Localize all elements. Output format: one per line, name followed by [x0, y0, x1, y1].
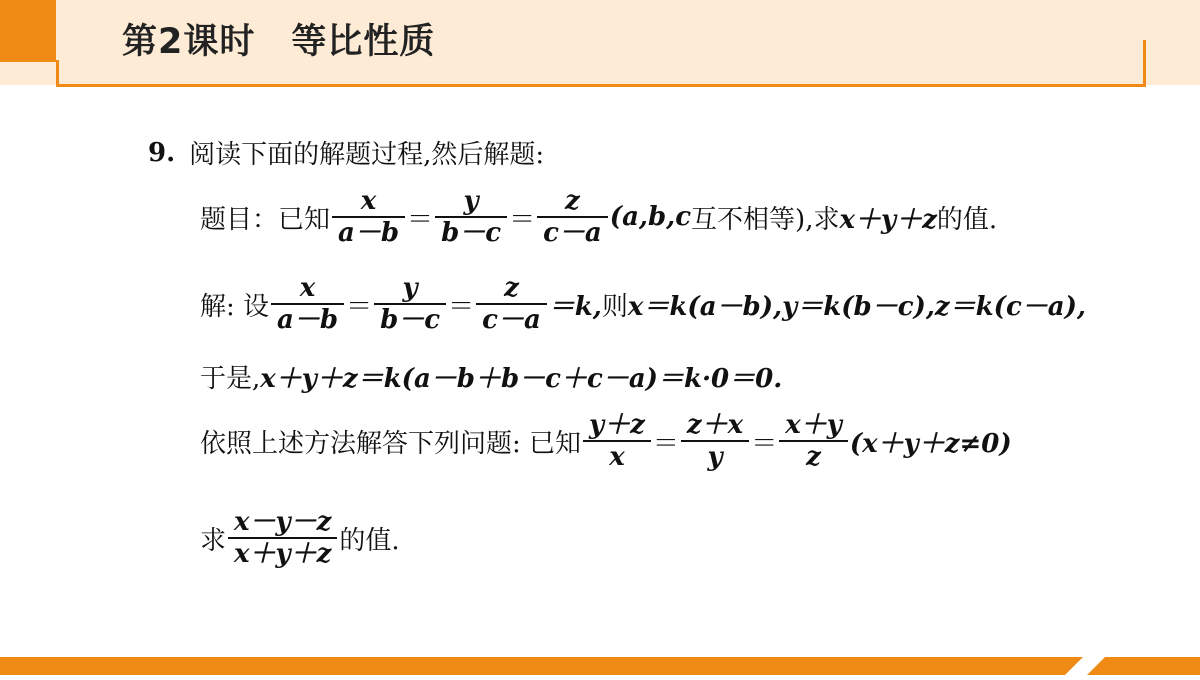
solution-fraction-3 — [476, 273, 547, 335]
given-fraction-3 — [537, 186, 608, 248]
given-fraction-2 — [435, 186, 507, 248]
problem-intro: 阅读下面的解题过程,然后解题: — [189, 140, 545, 170]
fraction-denominator: y — [707, 442, 723, 472]
given-condition-text: 互不相等),求 — [691, 204, 840, 235]
fraction-denominator: a－b — [338, 218, 400, 248]
task-fraction-2 — [681, 410, 749, 472]
ask-label: 求 — [200, 525, 227, 556]
task-fraction-1 — [583, 410, 651, 472]
problem-intro-line — [148, 134, 544, 171]
fraction-denominator: z — [806, 442, 821, 472]
fraction-numerator: z — [565, 186, 580, 216]
solution2-prefix: 于是, — [200, 364, 261, 394]
page-title: 第2课时 等比性质 — [122, 22, 436, 62]
task-fraction-3 — [779, 410, 848, 472]
fraction-numerator: y — [463, 186, 479, 216]
ask-line — [200, 507, 400, 569]
solution-fraction-2 — [374, 273, 446, 335]
ask-end: 的值. — [339, 525, 400, 556]
given-label: 题目：已知 — [200, 204, 331, 235]
given-ask-expr: x＋y＋z — [839, 204, 937, 235]
fraction-numerator: x＋y — [785, 410, 842, 440]
equals-sign: ＝ — [652, 428, 679, 459]
task-line — [200, 410, 1012, 472]
given-line — [200, 186, 997, 248]
fraction-denominator: c－a — [482, 305, 541, 335]
fraction-denominator: x — [609, 442, 625, 472]
solution-line — [200, 273, 1086, 335]
fraction-numerator: z＋x — [686, 410, 744, 440]
equals-sign: ＝ — [407, 204, 434, 235]
equals-sign: ＝ — [346, 291, 373, 322]
solution-expression: x＝k(a－b),y＝k(b－c),z＝k(c－a), — [627, 291, 1086, 322]
equals-sign: ＝ — [448, 291, 475, 322]
solution-fraction-1 — [271, 273, 344, 335]
problem-number: 9. — [148, 137, 176, 168]
fraction-numerator: x — [299, 273, 316, 303]
given-end: 的值. — [936, 204, 998, 235]
fraction-numerator: y — [402, 273, 418, 303]
fraction-denominator: b－c — [441, 218, 502, 248]
fraction-denominator: x＋y＋z — [234, 539, 332, 569]
header-frame-right — [1143, 40, 1146, 87]
fraction-denominator: a－b — [277, 305, 339, 335]
fraction-numerator: x — [360, 186, 377, 216]
header-frame-left — [56, 60, 59, 87]
solution2-expression: x＋y＋z＝k(a－b＋b－c＋c－a)＝k·0＝0. — [260, 364, 783, 394]
equals-sign: ＝ — [751, 428, 778, 459]
solution-then: 则 — [601, 291, 628, 322]
footer-bar — [0, 657, 1200, 675]
equals-sign: ＝ — [509, 204, 536, 235]
solution-k: ＝k, — [548, 291, 602, 322]
fraction-denominator: b－c — [380, 305, 441, 335]
solution-line-2 — [200, 358, 782, 395]
fraction-numerator: x－y－z — [234, 507, 332, 537]
task-condition: (x＋y＋z≠0) — [849, 428, 1012, 459]
given-condition: (a,b,c — [609, 202, 692, 232]
given-fraction-1 — [332, 186, 405, 248]
task-label: 依照上述方法解答下列问题: 已知 — [200, 428, 582, 459]
header-accent-block — [0, 0, 56, 62]
ask-fraction — [228, 507, 337, 569]
fraction-denominator: c－a — [543, 218, 602, 248]
fraction-numerator: y＋z — [589, 410, 645, 440]
fraction-numerator: z — [504, 273, 519, 303]
solution-label: 解: 设 — [200, 291, 270, 322]
header-frame-bottom — [56, 84, 1146, 87]
